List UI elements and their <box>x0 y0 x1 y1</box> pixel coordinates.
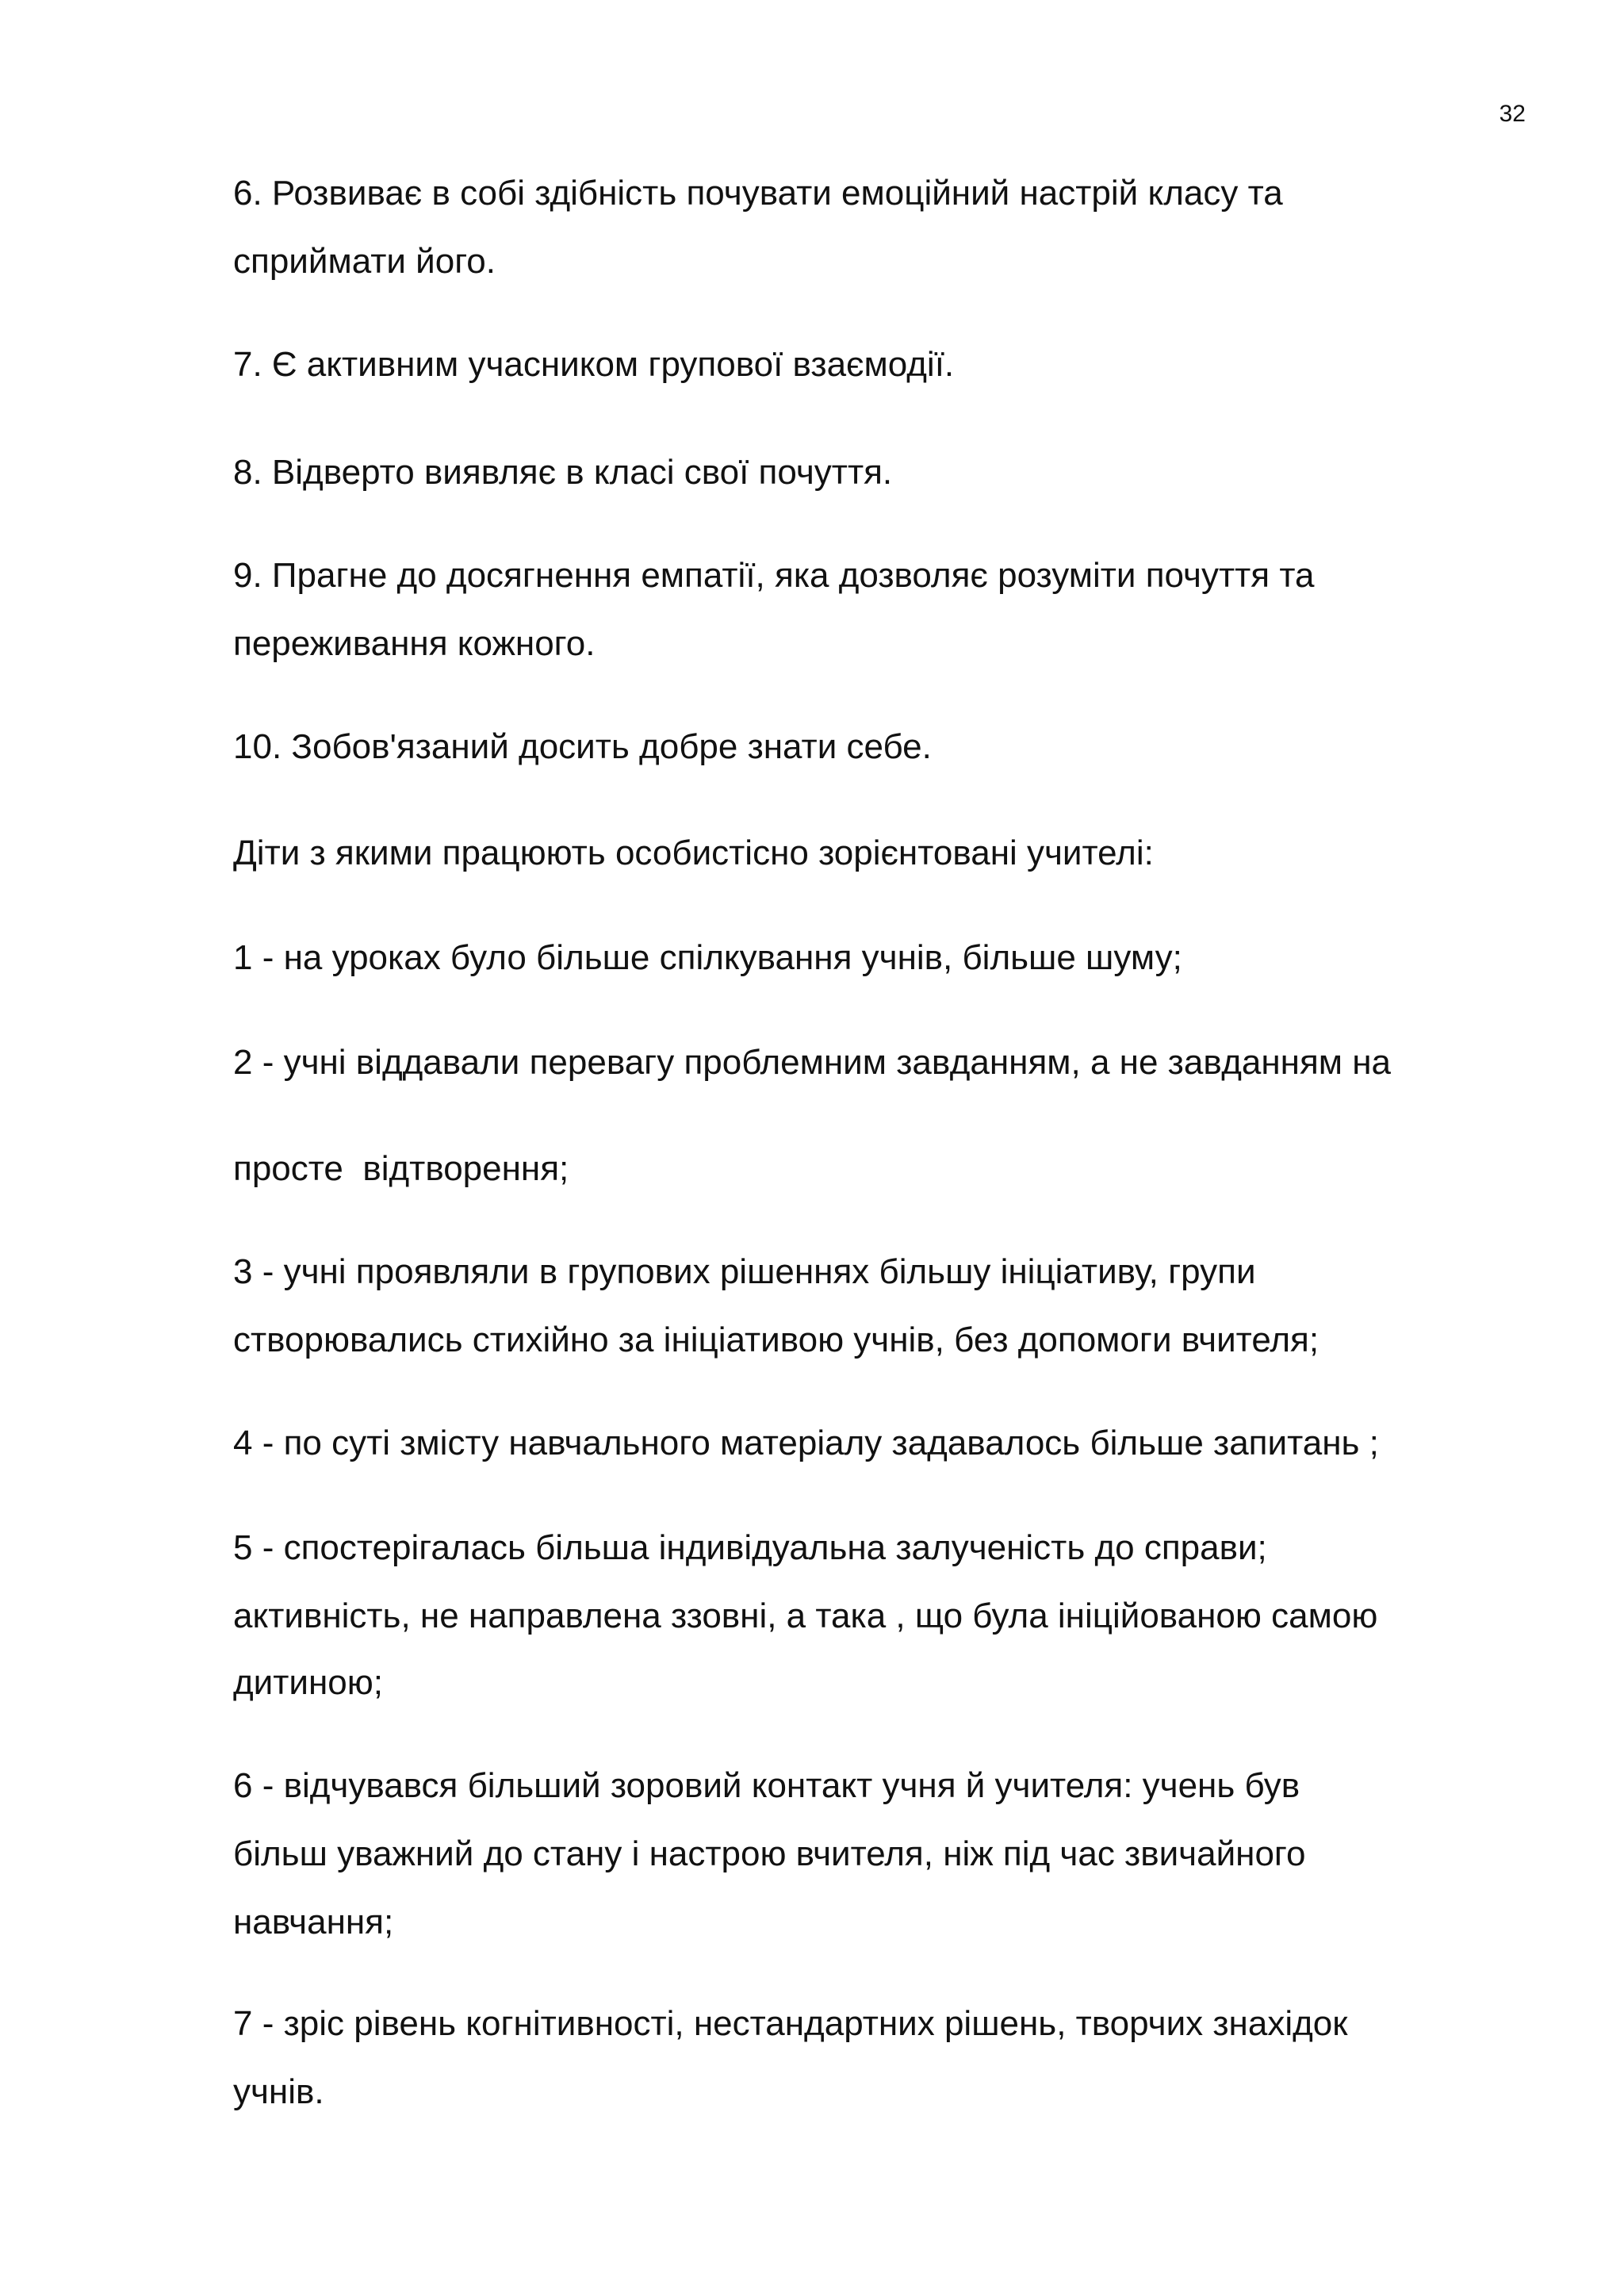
text-line: переживання кожного. <box>233 624 596 663</box>
text-line: 8. Відверто виявляє в класі свої почуття. <box>233 453 893 492</box>
page-number: 32 <box>1499 101 1526 127</box>
text-line: 6 - відчувався більший зоровий контакт учня й учителя: учень був <box>233 1766 1300 1805</box>
text-line: 5 - спостерігалась більша індивідуальна залученість до справи; <box>233 1528 1267 1567</box>
text-line: дитиною; <box>233 1663 383 1702</box>
text-line: 10. Зобов'язаний досить добре знати себе. <box>233 727 932 766</box>
text-line: учнів. <box>233 2072 324 2111</box>
text-line: навчання; <box>233 1903 394 1941</box>
text-line: 6. Розвиває в собі здібність почувати емоційний настрій класу та <box>233 174 1283 213</box>
text-line: 7. Є активним учасником групової взаємодії. <box>233 345 955 384</box>
text-line: 2 - учні віддавали перевагу проблемним завданням, а не завданням на <box>233 1043 1392 1082</box>
text-line: активність, не направлена ззовні, а така , що була ініційованою самою <box>233 1596 1378 1635</box>
text-line: 1 - на уроках було більше спілкування учнів, більше шуму; <box>233 938 1182 977</box>
text-line: Діти з якими працюють особистісно зорієнтовані учителі: <box>233 834 1154 872</box>
text-line: 9. Прагне до досягнення емпатії, яка дозволяє розуміти почуття та <box>233 556 1315 595</box>
text-line: більш уважний до стану і настрою вчителя, ніж під час звичайного <box>233 1834 1306 1873</box>
text-line: 4 - по суті змісту навчального матеріалу задавалось більше запитань ; <box>233 1424 1379 1462</box>
text-line: 7 - зріс рівень когнітивності, нестандартних рішень, творчих знахідок <box>233 2004 1348 2043</box>
text-line: створювались стихійно за ініціативою учнів, без допомоги вчителя; <box>233 1320 1320 1359</box>
text-line: 3 - учні проявляли в групових рішеннях більшу ініціативу, групи <box>233 1252 1256 1291</box>
text-line: сприймати його. <box>233 242 496 281</box>
text-line: просте відтворення; <box>233 1149 569 1188</box>
